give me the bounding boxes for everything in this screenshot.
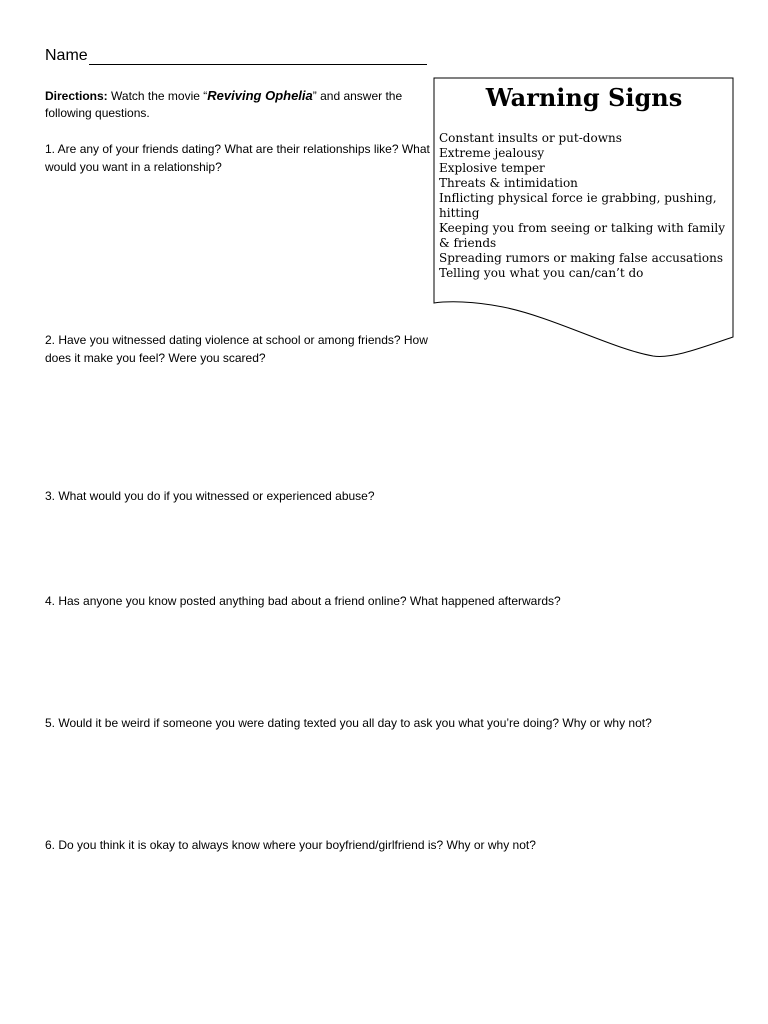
name-field[interactable]	[45, 47, 427, 65]
directions	[45, 87, 430, 122]
warning-item: Explosive temper	[439, 161, 545, 175]
warning-list	[439, 131, 729, 281]
warning-item: Keeping you from seeing or talking with family & friends	[439, 221, 725, 250]
warning-item: Extreme jealousy	[439, 146, 545, 160]
question-1: 1. Are any of your friends dating? What are their relationships like? What would you want in a relationship?	[45, 142, 430, 174]
directions-before: Watch the movie “	[107, 89, 208, 103]
warning-item: Telling you what you can/can’t do	[439, 266, 644, 280]
directions-label: Directions:	[45, 89, 108, 103]
warning-item: Inflicting physical force ie grabbing, pushing, hitting	[439, 191, 717, 220]
warning-item: Constant insults or put-downs	[439, 131, 622, 145]
question-4: 4. Has anyone you know posted anything bad about a friend online? What happened afterwards?	[45, 594, 561, 608]
question-5: 5. Would it be weird if someone you were dating texted you all day to ask you what you’re doing? Why or why not?	[45, 716, 652, 730]
question-3: 3. What would you do if you witnessed or experienced abuse?	[45, 489, 375, 503]
movie-title: Reviving Ophelia	[207, 88, 313, 103]
name-underline[interactable]	[89, 48, 427, 65]
warning-signs-box	[433, 77, 735, 359]
question-6: 6. Do you think it is okay to always know where your boyfriend/girlfriend is? Why or why not?	[45, 838, 536, 852]
name-label: Name	[45, 47, 88, 64]
warning-item: Threats & intimidation	[439, 176, 578, 190]
question-2: 2. Have you witnessed dating violence at school or among friends? How does it make you feel? Were you scared?	[45, 333, 428, 365]
warning-title: Warning Signs	[485, 83, 683, 112]
directions-after: ” and answer the following questions.	[45, 89, 403, 120]
warning-item: Spreading rumors or making false accusations	[439, 251, 723, 265]
